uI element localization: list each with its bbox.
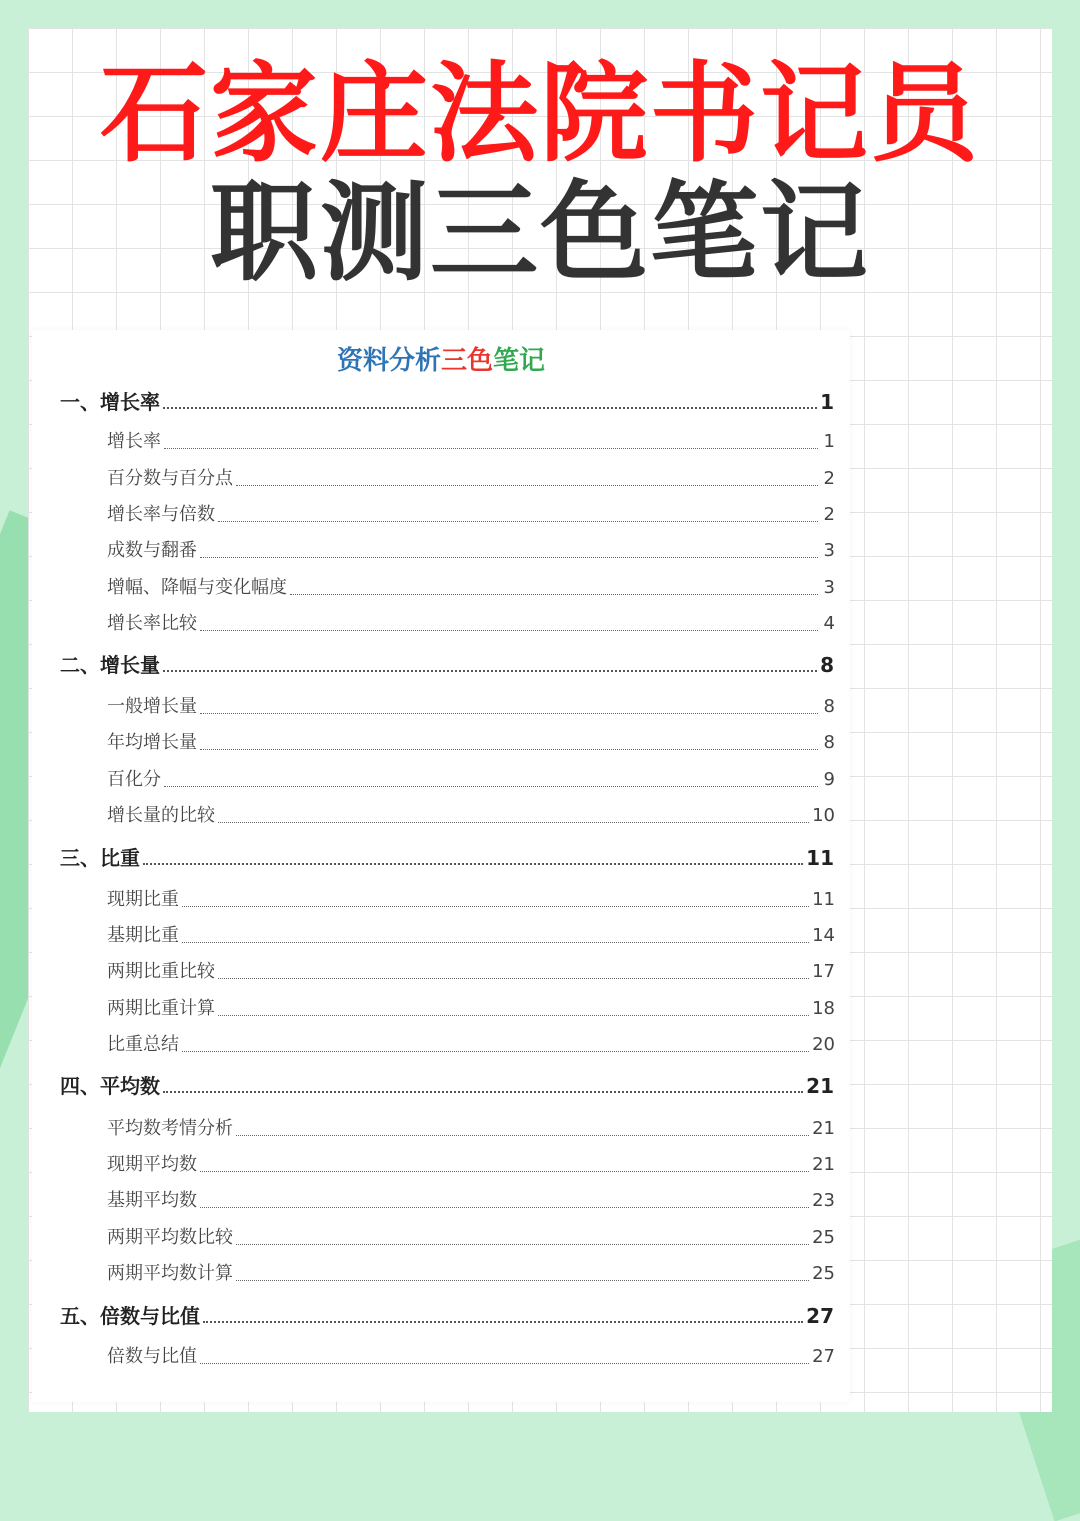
toc-item-row[interactable] bbox=[107, 729, 835, 757]
toc-entry-label: 基期平均数 bbox=[107, 1190, 197, 1211]
toc-page-number: 2 bbox=[823, 468, 835, 489]
toc-dot-leader bbox=[236, 1280, 809, 1281]
toc-item-row[interactable] bbox=[107, 574, 835, 602]
toc-dot-leader bbox=[164, 786, 818, 787]
toc-page-number: 8 bbox=[823, 696, 835, 717]
toc-entry-label: 一般增长量 bbox=[107, 696, 197, 717]
toc-item-row[interactable] bbox=[107, 1187, 835, 1215]
toc-item-row[interactable] bbox=[107, 610, 835, 638]
toc-entry-label: 现期比重 bbox=[107, 889, 179, 910]
toc-entry-label: 百化分 bbox=[107, 769, 161, 790]
toc-page-number: 27 bbox=[806, 1304, 834, 1328]
toc-dot-leader bbox=[200, 749, 818, 750]
toc-page-number: 9 bbox=[823, 769, 835, 790]
toc-item-row[interactable] bbox=[107, 428, 835, 456]
toc-page-number: 27 bbox=[812, 1346, 835, 1367]
toc-item-row[interactable] bbox=[107, 766, 835, 794]
toc-dot-leader bbox=[182, 942, 809, 943]
toc-item-row[interactable] bbox=[107, 1260, 835, 1288]
cover-headline bbox=[28, 52, 1052, 296]
toc-entry-label: 现期平均数 bbox=[107, 1154, 197, 1175]
toc-dot-leader bbox=[203, 1321, 803, 1323]
toc-chapter-row[interactable] bbox=[60, 1072, 834, 1100]
toc-item-row[interactable] bbox=[107, 802, 835, 830]
toc-entry-label: 四、平均数 bbox=[60, 1074, 160, 1098]
toc-dot-leader bbox=[163, 407, 817, 409]
toc-entry-label: 成数与翻番 bbox=[107, 540, 197, 561]
toc-item-row[interactable] bbox=[107, 958, 835, 986]
toc-entry-label: 增长率比较 bbox=[107, 613, 197, 634]
toc-page-number: 17 bbox=[812, 961, 835, 982]
toc-entry-label: 平均数考情分析 bbox=[107, 1118, 233, 1139]
toc-chapter-row[interactable] bbox=[60, 844, 834, 872]
toc-entry-label: 一、增长率 bbox=[60, 390, 160, 414]
toc-entry-label: 年均增长量 bbox=[107, 732, 197, 753]
toc-dot-leader bbox=[182, 1051, 809, 1052]
toc-item-row[interactable] bbox=[107, 693, 835, 721]
toc-entry-label: 倍数与比值 bbox=[107, 1346, 197, 1367]
toc-entry-label: 增长率 bbox=[107, 431, 161, 452]
toc-page-number: 2 bbox=[823, 504, 835, 525]
toc-dot-leader bbox=[143, 863, 803, 865]
toc-dot-leader bbox=[200, 1363, 809, 1364]
headline-line-1: 石家庄法院书记员 bbox=[99, 52, 980, 177]
toc-page-number: 21 bbox=[806, 1074, 834, 1098]
toc-dot-leader bbox=[164, 448, 818, 449]
toc-dot-leader bbox=[182, 906, 809, 907]
toc-page-number: 18 bbox=[812, 998, 835, 1019]
toc-entry-label: 增长量的比较 bbox=[107, 805, 215, 826]
toc-item-row[interactable] bbox=[107, 922, 835, 950]
toc-dot-leader bbox=[200, 1207, 809, 1208]
toc-item-row[interactable] bbox=[107, 537, 835, 565]
toc-page-number: 21 bbox=[812, 1118, 835, 1139]
toc-item-row[interactable] bbox=[107, 1115, 835, 1143]
toc-chapter-row[interactable] bbox=[60, 388, 834, 416]
doc-title-part-3: 笔记 bbox=[493, 346, 546, 376]
toc-item-row[interactable] bbox=[107, 1343, 835, 1371]
toc-dot-leader bbox=[200, 713, 818, 714]
toc-dot-leader bbox=[200, 557, 818, 558]
toc-entry-label: 三、比重 bbox=[60, 846, 140, 870]
toc-dot-leader bbox=[290, 594, 818, 595]
toc-dot-leader bbox=[218, 822, 809, 823]
toc-dot-leader bbox=[236, 485, 818, 486]
toc-entry-label: 两期比重比较 bbox=[107, 961, 215, 982]
toc-page-number: 8 bbox=[820, 653, 834, 677]
toc-dot-leader bbox=[236, 1135, 809, 1136]
toc-entry-label: 五、倍数与比值 bbox=[60, 1304, 200, 1328]
toc-item-row[interactable] bbox=[107, 465, 835, 493]
toc-page-number: 23 bbox=[812, 1190, 835, 1211]
doc-title-part-1: 资料分析 bbox=[336, 346, 441, 376]
toc-page-number: 1 bbox=[820, 390, 834, 414]
doc-title-part-2: 三色 bbox=[440, 346, 493, 376]
toc-entry-label: 基期比重 bbox=[107, 925, 179, 946]
toc-chapter-row[interactable] bbox=[60, 651, 834, 679]
toc-page-number: 21 bbox=[812, 1154, 835, 1175]
toc-page-number: 8 bbox=[823, 732, 835, 753]
toc-entry-label: 百分数与百分点 bbox=[107, 468, 233, 489]
toc-page-number: 14 bbox=[812, 925, 835, 946]
toc-dot-leader bbox=[200, 630, 818, 631]
toc-dot-leader bbox=[218, 1015, 809, 1016]
doc-title bbox=[32, 344, 850, 378]
toc-item-row[interactable] bbox=[107, 1031, 835, 1059]
toc-entry-label: 两期平均数比较 bbox=[107, 1227, 233, 1248]
toc-dot-leader bbox=[218, 521, 818, 522]
toc-page-number: 3 bbox=[823, 577, 835, 598]
toc-page-number: 4 bbox=[823, 613, 835, 634]
toc-chapter-row[interactable] bbox=[60, 1302, 834, 1330]
toc-page-number: 25 bbox=[812, 1227, 835, 1248]
toc-dot-leader bbox=[236, 1244, 809, 1245]
toc-page-number: 11 bbox=[806, 846, 834, 870]
toc-page-number: 20 bbox=[812, 1034, 835, 1055]
toc-item-row[interactable] bbox=[107, 1151, 835, 1179]
headline-line-2: 职测三色笔记 bbox=[209, 171, 870, 296]
toc-dot-leader bbox=[163, 670, 817, 672]
toc-page-number: 11 bbox=[812, 889, 835, 910]
toc-item-row[interactable] bbox=[107, 501, 835, 529]
toc-dot-leader bbox=[200, 1171, 809, 1172]
toc-item-row[interactable] bbox=[107, 995, 835, 1023]
toc-dot-leader bbox=[218, 978, 809, 979]
toc-dot-leader bbox=[163, 1091, 803, 1093]
toc-item-row[interactable] bbox=[107, 886, 835, 914]
toc-item-row[interactable] bbox=[107, 1224, 835, 1252]
toc-entry-label: 增幅、降幅与变化幅度 bbox=[107, 577, 287, 598]
toc-entry-label: 两期平均数计算 bbox=[107, 1263, 233, 1284]
toc-page-number: 3 bbox=[823, 540, 835, 561]
toc-page-number: 1 bbox=[823, 431, 835, 452]
toc-document bbox=[32, 330, 850, 1402]
toc-page-number: 25 bbox=[812, 1263, 835, 1284]
toc-entry-label: 二、增长量 bbox=[60, 653, 160, 677]
toc-entry-label: 比重总结 bbox=[107, 1034, 179, 1055]
toc-entry-label: 两期比重计算 bbox=[107, 998, 215, 1019]
toc-page-number: 10 bbox=[812, 805, 835, 826]
toc-entry-label: 增长率与倍数 bbox=[107, 504, 215, 525]
